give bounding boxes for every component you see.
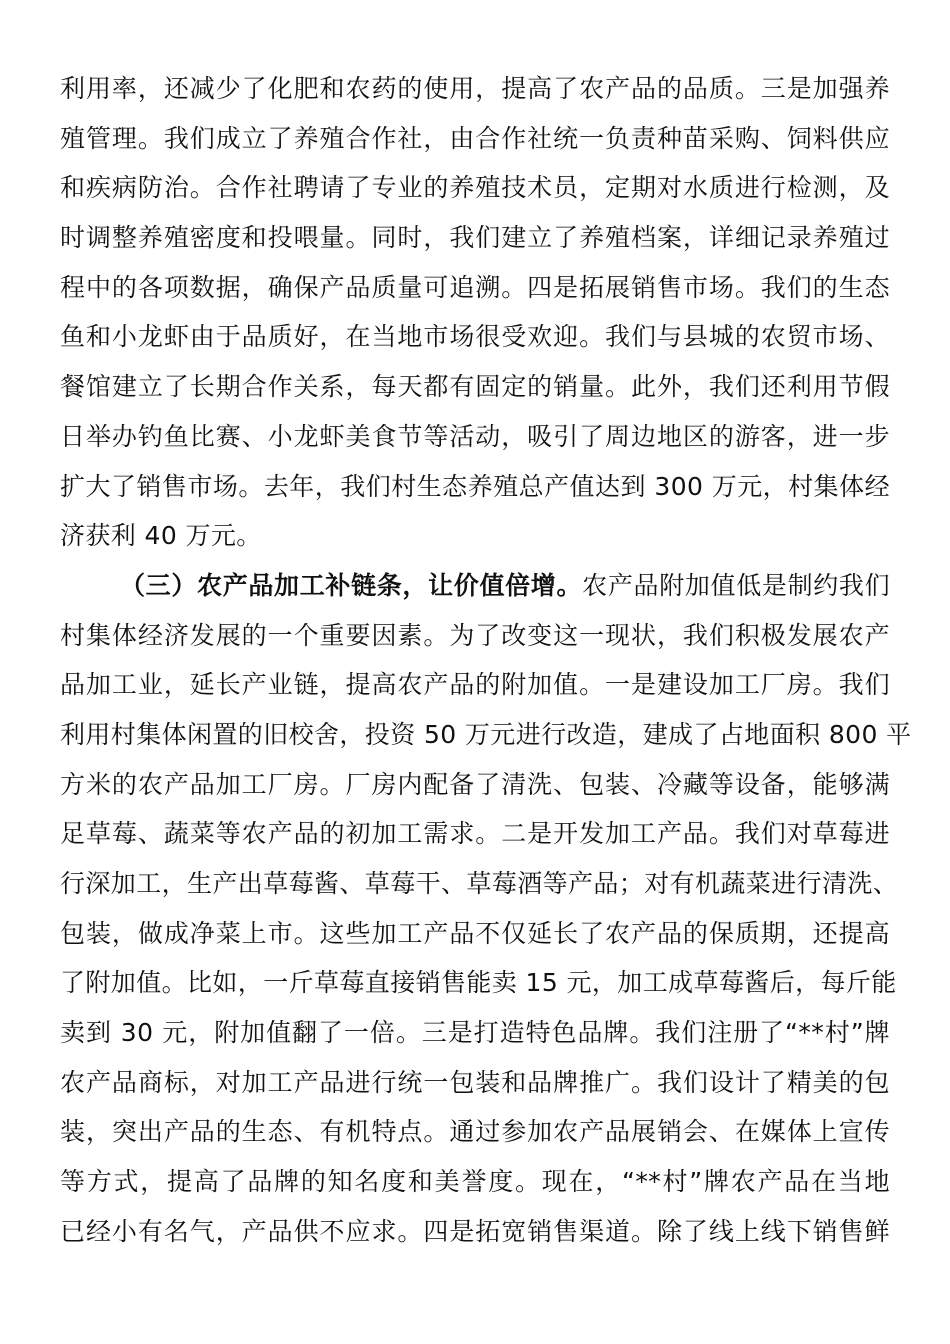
text-line: 日举办钓鱼比赛、小龙虾美食节等活动，吸引了周边地区的游客，进一步	[60, 421, 890, 451]
text-line: 装，突出产品的生态、有机特点。通过参加农产品展销会、在媒体上宣传	[60, 1117, 890, 1147]
text-line: 扩大了销售市场。去年，我们村生态养殖总产值达到 300 万元，村集体经	[60, 471, 890, 501]
text-line: 济获利 40 万元。	[60, 521, 262, 551]
section-heading-line	[60, 561, 890, 611]
text-line: 行深加工，生产出草莓酱、草莓干、草莓酒等产品；对有机蔬菜进行清洗、	[60, 869, 899, 898]
text-line: 卖到 30 元，附加值翻了一倍。三是打造特色品牌。我们注册了“**村”牌	[60, 1018, 890, 1048]
text-line: 鱼和小龙虾由于品质好，在当地市场很受欢迎。我们与县城的农贸市场、	[60, 322, 890, 352]
text-line: 品加工业，延长产业链，提高农产品的附加值。一是建设加工厂房。我们	[60, 670, 890, 700]
text-line: 殖管理。我们成立了养殖合作社，由合作社统一负责种苗采购、饲料供应	[60, 123, 890, 153]
text-line: 农产品商标，对加工产品进行统一包装和品牌推广。我们设计了精美的包	[60, 1067, 890, 1097]
text-line: 等方式，提高了品牌的知名度和美誉度。现在，“**村”牌农产品在当地	[60, 1167, 890, 1197]
text-line: 餐馆建立了长期合作关系，每天都有固定的销量。此外，我们还利用节假	[60, 372, 890, 402]
text-line: 时调整养殖密度和投喂量。同时，我们建立了养殖档案，详细记录养殖过	[60, 223, 890, 253]
section-heading-rest: 农产品附加值低是制约我们	[582, 570, 891, 600]
text-line: 利用率，还减少了化肥和农药的使用，提高了农产品的品质。三是加强养	[60, 74, 890, 103]
text-line: 利用村集体闲置的旧校舍，投资 50 万元进行改造，建成了占地面积 800 平	[60, 719, 912, 749]
text-line: 方米的农产品加工厂房。厂房内配备了清洗、包装、冷藏等设备，能够满	[60, 769, 890, 799]
text-line: 和疾病防治。合作社聘请了专业的养殖技术员，定期对水质进行检测，及	[60, 173, 890, 203]
text-line: 程中的各项数据，确保产品质量可追溯。四是拓展销售市场。我们的生态	[60, 272, 890, 302]
text-line: 足草莓、蔬菜等农产品的初加工需求。二是开发加工产品。我们对草莓进	[60, 819, 890, 849]
text-line: 包装，做成净菜上市。这些加工产品不仅延长了农产品的保质期，还提高	[60, 918, 890, 948]
text-line: 村集体经济发展的一个重要因素。为了改变这一现状，我们积极发展农产	[60, 620, 890, 650]
text-line: 了附加值。比如，一斤草莓直接销售能卖 15 元，加工成草莓酱后，每斤能	[60, 968, 897, 998]
body-text	[60, 64, 912, 1257]
section-heading: （三）农产品加工补链条，让价值倍增。	[120, 570, 583, 600]
text-line: 已经小有名气，产品供不应求。四是拓宽销售渠道。除了线上线下销售鲜	[60, 1216, 890, 1246]
